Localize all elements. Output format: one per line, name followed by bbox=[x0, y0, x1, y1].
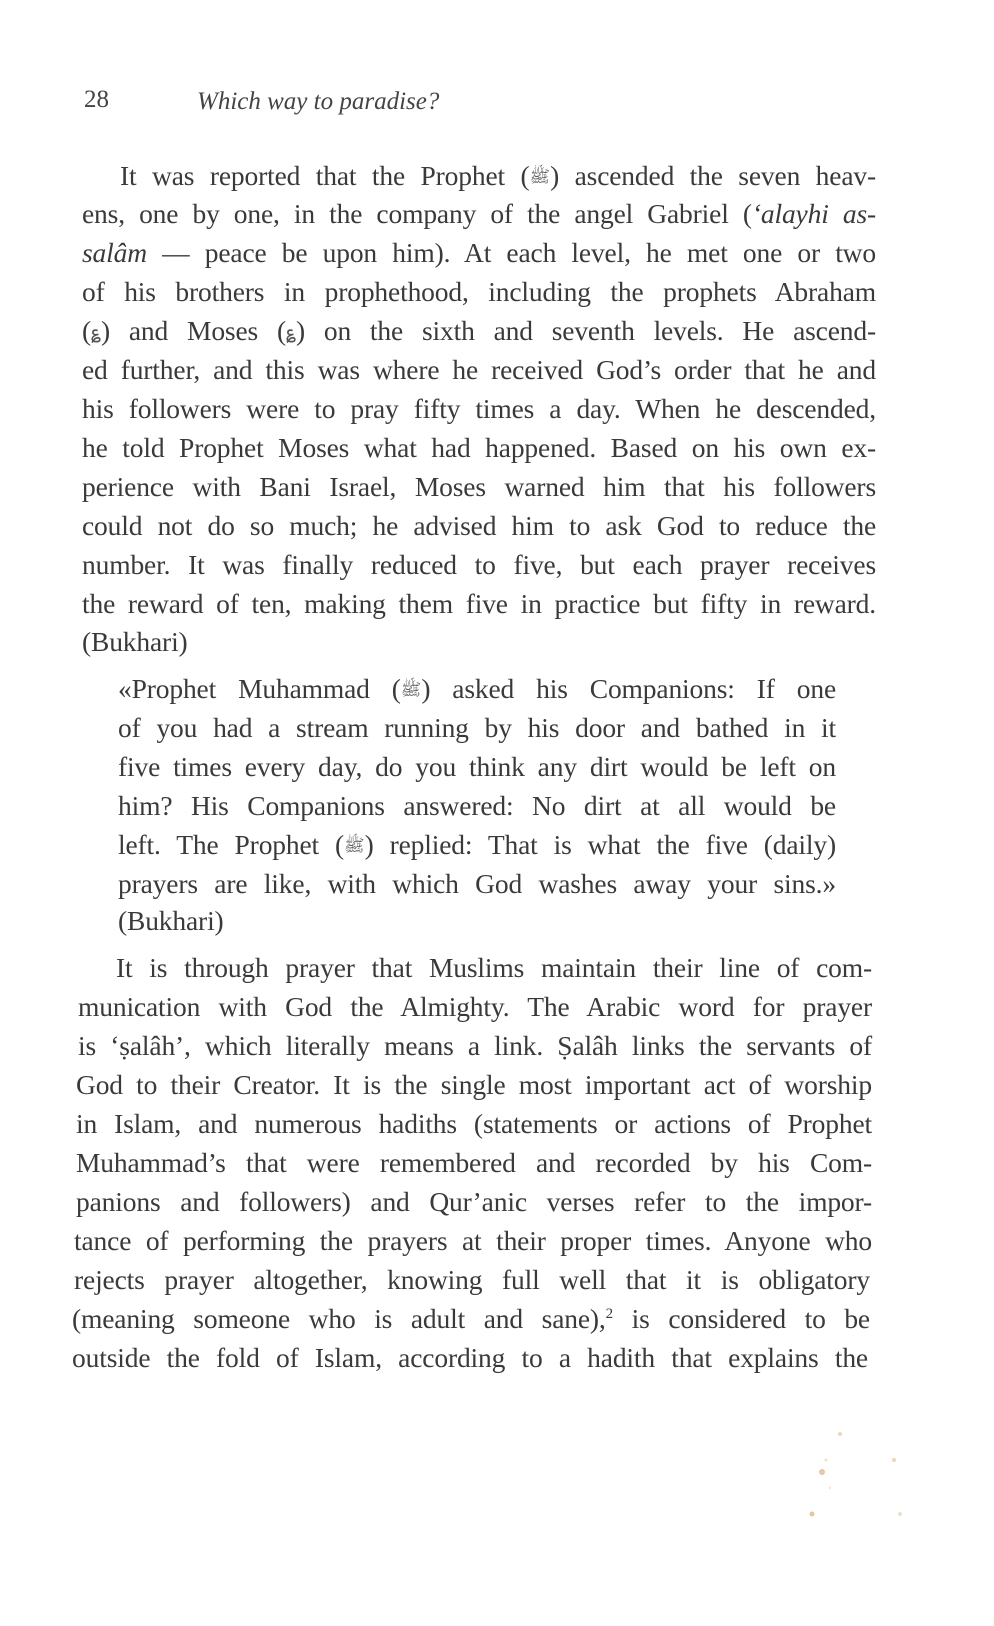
text-line: number. It was finally reduced to five, but each prayer receives bbox=[82, 549, 876, 580]
text-line: he told Prophet Moses what had happened. Based on his own ex- bbox=[82, 432, 876, 463]
text-line: in Islam, and numerous hadiths (statements or actions of Prophet bbox=[76, 1108, 872, 1139]
text-line: panions and followers) and Qur’anic verses refer to the impor- bbox=[76, 1186, 872, 1217]
text-line: of you had a stream running by his door and bathed in it bbox=[118, 712, 836, 743]
text-line: perience with Bani Israel, Moses warned him that his followers bbox=[82, 471, 876, 502]
text-line: five times every day, do you think any dirt would be left on bbox=[118, 751, 836, 782]
text-line: (؏) and Moses (؏) on the sixth and seventh levels. He ascend- bbox=[82, 315, 876, 346]
text-line: munication with God the Almighty. The Arabic word for prayer bbox=[78, 991, 872, 1022]
text-line: ed further, and this was where he received God’s order that he and bbox=[82, 354, 876, 385]
salawat-symbol-icon: ﷺ bbox=[400, 680, 422, 699]
citation: (Bukhari) bbox=[82, 626, 188, 657]
text-line: It is through prayer that Muslims maintain their line of com- bbox=[116, 952, 872, 983]
text-line: salâm — peace be upon him). At each level, he met one or two bbox=[82, 237, 876, 268]
text-line: is ‘ṣalâh’, which literally means a link. Ṣalâh links the servants of bbox=[78, 1030, 872, 1061]
citation: (Bukhari) bbox=[118, 905, 224, 936]
paper-speck-decoration bbox=[800, 1420, 960, 1580]
text-line: of his brothers in prophethood, including the prophets Abraham bbox=[82, 276, 876, 307]
book-title: Which way to paradise? bbox=[197, 88, 440, 115]
text-line: left. The Prophet (ﷺ) replied: That is what the five (daily) bbox=[118, 829, 836, 860]
text-line: (meaning someone who is adult and sane),$^2$ is considered to be bbox=[72, 1303, 870, 1334]
text-line: him? His Companions answered: No dirt at all would be bbox=[118, 790, 836, 821]
text-line: the reward of ten, making them five in practice but fifty in reward. bbox=[82, 588, 876, 619]
text-line: Muhammad’s that were remembered and recorded by his Com- bbox=[76, 1147, 872, 1178]
salawat-symbol-icon: ﷺ bbox=[344, 836, 365, 855]
alayhi-salam-symbol-icon: ؏ bbox=[91, 322, 101, 341]
text-line: God to their Creator. It is the single most important act of worship bbox=[76, 1069, 872, 1100]
text-line: It was reported that the Prophet (ﷺ) ascended the seven heav- bbox=[120, 160, 876, 191]
text-line: ens, one by one, in the company of the angel Gabriel (‘alayhi as- bbox=[82, 198, 877, 229]
text-line: «Prophet Muhammad (ﷺ) asked his Companions: If one bbox=[118, 673, 836, 704]
text-line: could not do so much; he advised him to ask God to reduce the bbox=[82, 510, 876, 541]
text-line: tance of performing the prayers at their proper times. Anyone who bbox=[74, 1225, 872, 1256]
alayhi-salam-symbol-icon: ؏ bbox=[285, 322, 296, 341]
footnote-reference[interactable]: 2 bbox=[605, 1305, 614, 1322]
page-number: 28 bbox=[84, 86, 109, 113]
salawat-symbol-icon: ﷺ bbox=[529, 167, 551, 186]
text-line: rejects prayer altogether, knowing full well that it is obligatory bbox=[74, 1264, 870, 1295]
text-line: prayers are like, with which God washes away your sins.» bbox=[118, 868, 836, 899]
text-line: his followers were to pray fifty times a day. When he descended, bbox=[82, 393, 876, 424]
text-line: outside the fold of Islam, according to a hadith that explains the bbox=[72, 1342, 868, 1373]
